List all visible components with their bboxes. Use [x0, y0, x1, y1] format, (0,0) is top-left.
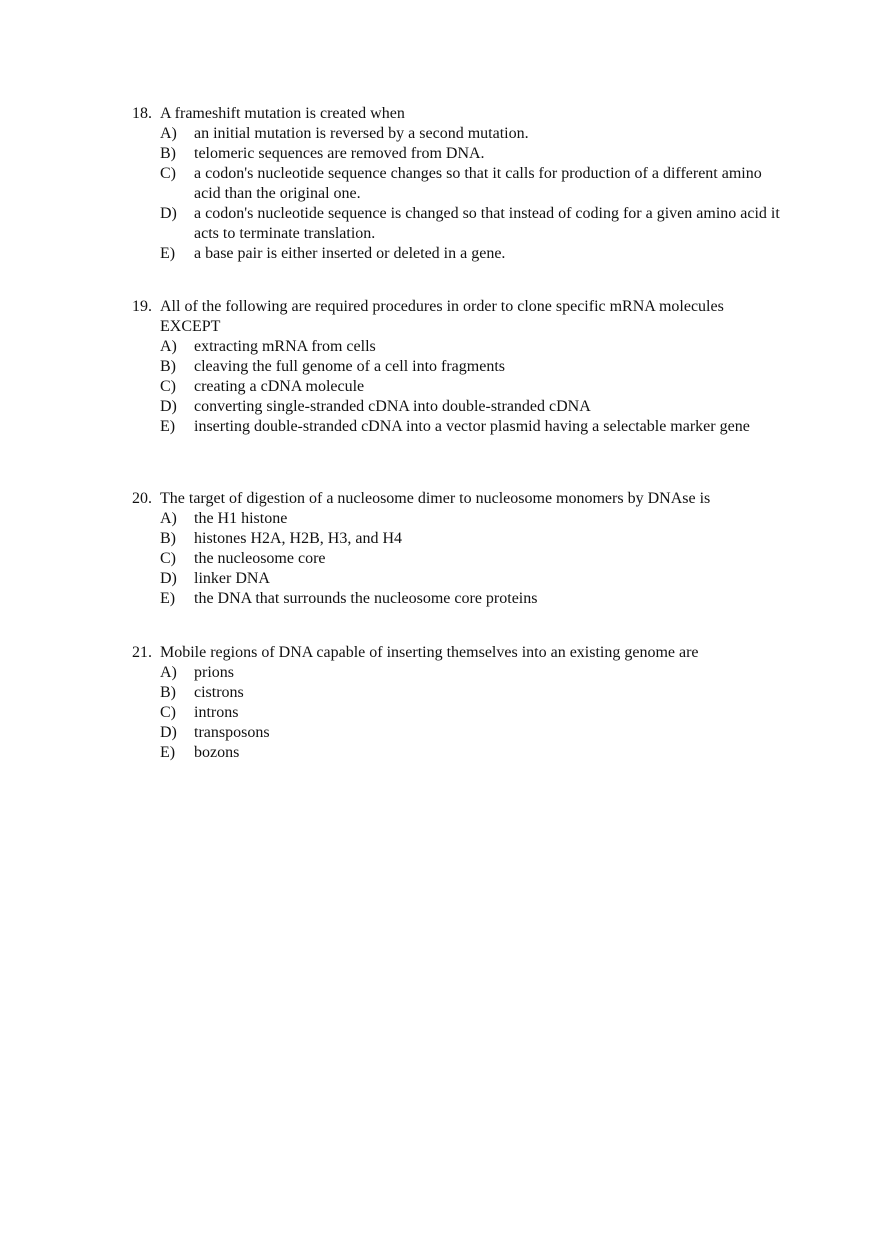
option-text: the DNA that surrounds the nucleosome core proteins	[194, 590, 538, 607]
question-20	[132, 489, 782, 609]
option-text: extracting mRNA from cells	[194, 338, 376, 355]
option-b	[160, 357, 782, 377]
option-letter: B)	[160, 145, 176, 162]
options-list	[132, 509, 782, 609]
question-number: 21.	[132, 644, 152, 661]
options-list	[132, 663, 782, 763]
option-text: a codon's nucleotide sequence is changed so that instead of coding for a given amino acid it acts to terminate translation.	[194, 205, 780, 242]
option-d	[160, 204, 782, 244]
question-number: 20.	[132, 490, 152, 507]
option-letter: E)	[160, 245, 176, 262]
option-letter: A)	[160, 338, 177, 355]
option-letter: D)	[160, 205, 177, 222]
option-text: linker DNA	[194, 570, 270, 587]
option-letter: C)	[160, 550, 176, 567]
question-18	[132, 104, 782, 264]
option-d	[160, 723, 782, 743]
question-19	[132, 297, 782, 437]
option-letter: A)	[160, 664, 177, 681]
option-b	[160, 144, 782, 164]
options-list	[132, 337, 782, 437]
option-text: creating a cDNA molecule	[194, 378, 365, 395]
option-text: transposons	[194, 724, 270, 741]
option-letter: D)	[160, 398, 177, 415]
question-stem	[132, 104, 782, 124]
option-letter: B)	[160, 358, 176, 375]
option-letter: E)	[160, 590, 176, 607]
option-letter: A)	[160, 125, 177, 142]
option-letter: D)	[160, 724, 177, 741]
option-e	[160, 743, 782, 763]
question-21	[132, 643, 782, 763]
option-c	[160, 703, 782, 723]
option-text: inserting double-stranded cDNA into a vector plasmid having a selectable marker gene	[194, 418, 750, 435]
option-text: a base pair is either inserted or deleted in a gene.	[194, 245, 506, 262]
option-text: telomeric sequences are removed from DNA.	[194, 145, 485, 162]
option-c	[160, 164, 782, 204]
option-letter: E)	[160, 744, 176, 761]
options-list	[132, 124, 782, 264]
question-text: Mobile regions of DNA capable of inserting themselves into an existing genome are	[160, 644, 699, 661]
option-letter: B)	[160, 530, 176, 547]
question-number: 18.	[132, 105, 152, 122]
option-text: converting single-stranded cDNA into double-stranded cDNA	[194, 398, 591, 415]
option-d	[160, 397, 782, 417]
question-stem	[132, 643, 782, 663]
option-c	[160, 549, 782, 569]
option-b	[160, 529, 782, 549]
option-text: bozons	[194, 744, 240, 761]
question-text: The target of digestion of a nucleosome dimer to nucleosome monomers by DNAse is	[160, 490, 711, 507]
question-stem	[132, 489, 782, 509]
option-letter: B)	[160, 684, 176, 701]
question-stem	[132, 297, 782, 337]
option-text: introns	[194, 704, 239, 721]
option-text: the nucleosome core	[194, 550, 326, 567]
option-a	[160, 509, 782, 529]
option-e	[160, 244, 782, 264]
option-text: an initial mutation is reversed by a second mutation.	[194, 125, 529, 142]
option-letter: D)	[160, 570, 177, 587]
option-b	[160, 683, 782, 703]
option-letter: A)	[160, 510, 177, 527]
option-a	[160, 337, 782, 357]
option-text: cistrons	[194, 684, 244, 701]
option-text: a codon's nucleotide sequence changes so that it calls for production of a different amino acid than the original one.	[194, 165, 762, 202]
option-text: prions	[194, 664, 234, 681]
option-e	[160, 417, 782, 437]
option-letter: C)	[160, 378, 176, 395]
option-letter: E)	[160, 418, 176, 435]
question-number: 19.	[132, 298, 152, 315]
option-letter: C)	[160, 704, 176, 721]
option-e	[160, 589, 782, 609]
option-letter: C)	[160, 165, 176, 182]
option-text: histones H2A, H2B, H3, and H4	[194, 530, 402, 547]
question-text: All of the following are required procedures in order to clone specific mRNA molecules EXCEPT	[160, 298, 724, 335]
option-text: cleaving the full genome of a cell into fragments	[194, 358, 505, 375]
option-a	[160, 663, 782, 683]
option-a	[160, 124, 782, 144]
option-d	[160, 569, 782, 589]
option-c	[160, 377, 782, 397]
option-text: the H1 histone	[194, 510, 288, 527]
question-text: A frameshift mutation is created when	[160, 105, 405, 122]
